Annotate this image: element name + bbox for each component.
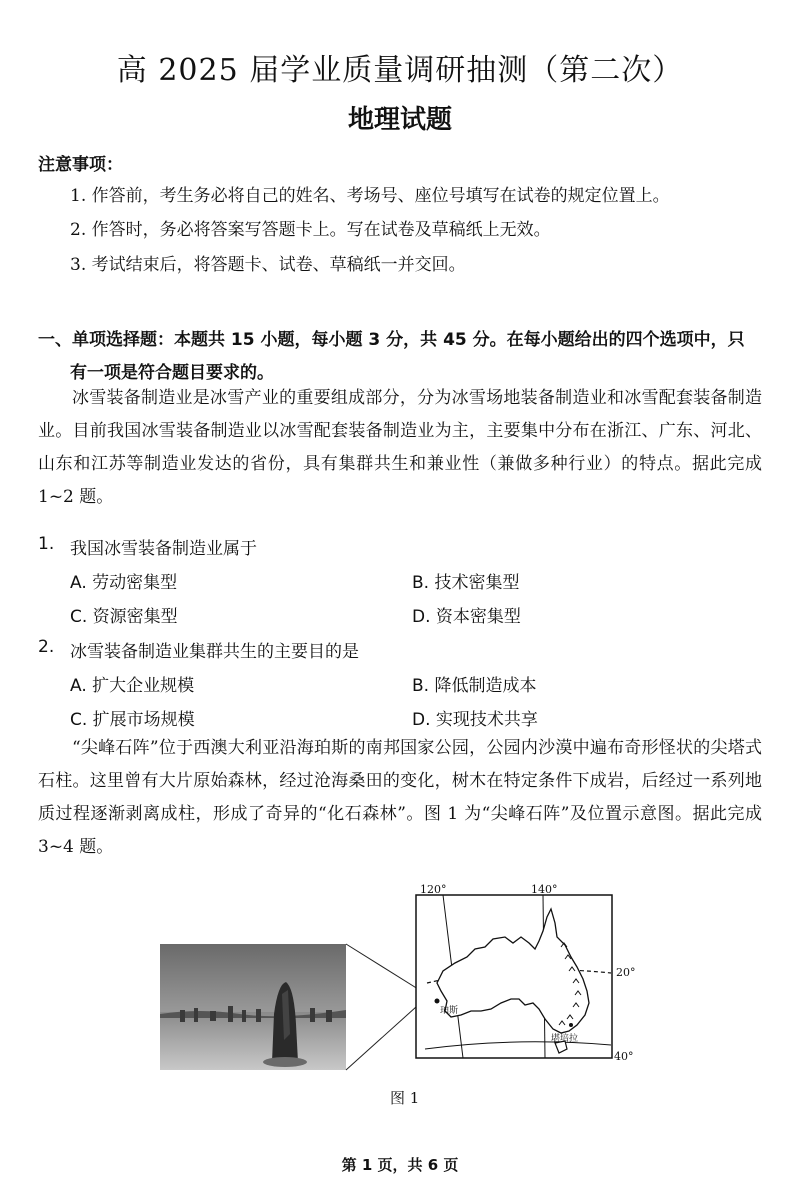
- option-b: B. 降低制造成本: [412, 676, 537, 696]
- lat-label: 40°: [614, 1050, 634, 1063]
- option-b: B. 技术密集型: [412, 573, 520, 593]
- question-stem: 冰雪装备制造业集群共生的主要目的是: [70, 642, 359, 662]
- lon-label: 120°: [420, 883, 447, 896]
- passage-2: “尖峰石阵”位于西澳大利亚沿海珀斯的南邦国家公园，公园内沙漠中遍布奇形怪状的尖塔式石柱。这里曾有大片原始森林，经过沧海桑田的变化，树木在特定条件下成岩，后经过一系列地质过程逐渐剥离成柱，形成了奇异的“化石森林”。图 1 为“尖峰石阵”及位置示意图。据此完成 3~4 题。: [38, 738, 762, 857]
- option-c: C. 扩展市场规模: [70, 710, 195, 730]
- option-d: D. 实现技术共享: [412, 710, 538, 730]
- page-footer: 第 1 页，共 6 页: [341, 1156, 459, 1174]
- figure-caption: 图 1: [390, 1089, 420, 1107]
- place-label-perth: 珀斯: [440, 1006, 459, 1016]
- place-label-canberra: 堪培拉: [551, 1034, 579, 1044]
- option-c: C. 资源密集型: [70, 607, 178, 627]
- australia-location-map: [415, 883, 636, 1076]
- question-number: 1.: [38, 534, 55, 554]
- lat-label: 20°: [616, 966, 636, 979]
- pinnacles-photo: [160, 944, 346, 1070]
- notice-heading: 注意事项：: [38, 155, 123, 175]
- section-heading-line1: 一、单项选择题：本题共 15 小题，每小题 3 分，共 45 分。在每小题给出的四个选项中，只: [38, 330, 745, 350]
- passage-1: 冰雪装备制造业是冰雪产业的重要组成部分，分为冰雪场地装备制造业和冰雪配套装备制造业。目前我国冰雪装备制造业以冰雪配套装备制造业为主，主要集中分布在浙江、广东、河北、山东和江苏等制造业发达的省份，具有集群共生和兼业性（兼做多种行业）的特点。据此完成 1~2 题。: [38, 388, 762, 507]
- question-stem: 我国冰雪装备制造业属于: [70, 539, 257, 559]
- notice-item: 2. 作答时，务必将答案写答题卡上。写在试卷及草稿纸上无效。: [70, 220, 551, 240]
- exam-title: 高 2025 届学业质量调研抽测（第二次）: [116, 53, 684, 88]
- lon-label: 140°: [531, 883, 558, 896]
- notice-item: 3. 考试结束后，将答题卡、试卷、草稿纸一并交回。: [70, 255, 466, 275]
- section-heading-line2: 有一项是符合题目要求的。: [70, 363, 274, 383]
- option-d: D. 资本密集型: [412, 607, 521, 627]
- question-number: 2.: [38, 637, 55, 657]
- subject-title: 地理试题: [347, 105, 452, 135]
- notice-item: 1. 作答前，考生务必将自己的姓名、考场号、座位号填写在试卷的规定位置上。: [70, 186, 670, 206]
- option-a: A. 劳动密集型: [70, 573, 178, 593]
- option-a: A. 扩大企业规模: [70, 676, 195, 696]
